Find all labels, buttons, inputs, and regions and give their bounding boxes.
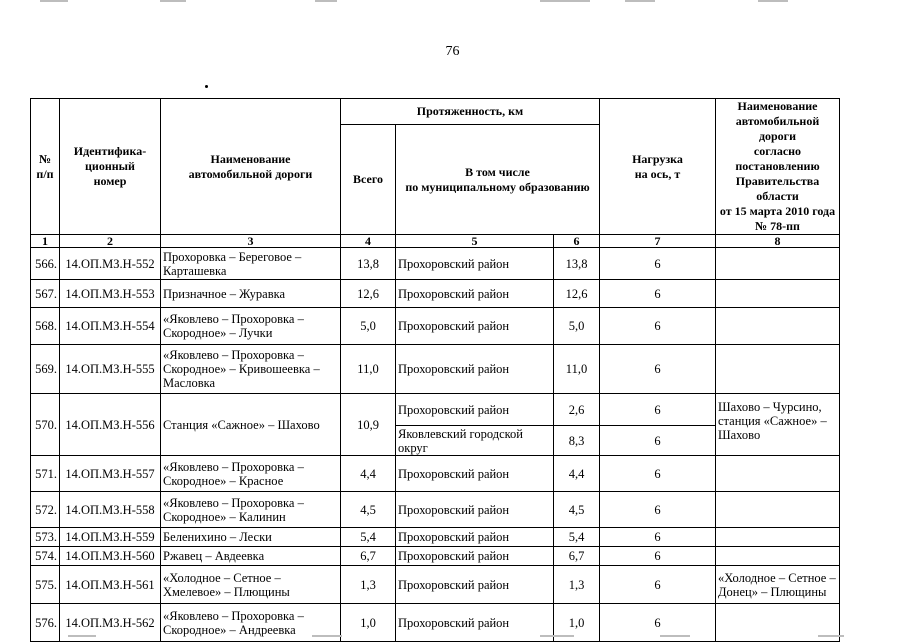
column-number: 6 xyxy=(554,235,600,248)
col-header-load xyxy=(600,99,716,235)
length-total: 11,0 xyxy=(341,345,396,394)
decree-name: «Холодное – Сетное – Донец» – Плющины xyxy=(716,566,840,604)
road-name: «Холодное – Сетное – Хмелевое» – Плющины xyxy=(161,566,341,604)
axle-load: 6 xyxy=(600,528,716,547)
road-id: 14.ОП.МЗ.Н-557 xyxy=(60,456,161,492)
col-header-ident xyxy=(60,99,161,235)
column-number: 7 xyxy=(600,235,716,248)
header-name-text: Наименование автомобильной дороги xyxy=(188,151,313,181)
axle-load: 6 xyxy=(600,547,716,566)
district-km: 1,3 xyxy=(554,566,600,604)
col-header-decree xyxy=(716,99,840,235)
column-number: 5 xyxy=(396,235,554,248)
road-id: 14.ОП.МЗ.Н-562 xyxy=(60,604,161,642)
length-total: 5,0 xyxy=(341,308,396,345)
row-number: 571. xyxy=(31,456,60,492)
decree-name xyxy=(716,345,840,394)
table-row xyxy=(31,566,840,604)
row-number: 572. xyxy=(31,492,60,528)
table-row xyxy=(31,547,840,566)
col-header-length xyxy=(341,99,600,125)
table-row xyxy=(31,492,840,528)
decree-name xyxy=(716,308,840,345)
district: Прохоровский район xyxy=(396,547,554,566)
district-km: 8,3 xyxy=(554,426,600,456)
road-id: 14.ОП.МЗ.Н-554 xyxy=(60,308,161,345)
decree-name xyxy=(716,547,840,566)
road-id: 14.ОП.МЗ.Н-552 xyxy=(60,248,161,280)
row-number: 576. xyxy=(31,604,60,642)
road-name: Беленихино – Лески xyxy=(161,528,341,547)
length-total: 5,4 xyxy=(341,528,396,547)
length-total: 4,4 xyxy=(341,456,396,492)
length-total: 4,5 xyxy=(341,492,396,528)
district: Прохоровский район xyxy=(396,528,554,547)
table-header xyxy=(31,99,840,248)
district: Прохоровский район xyxy=(396,394,554,426)
axle-load: 6 xyxy=(600,248,716,280)
district-km: 13,8 xyxy=(554,248,600,280)
district-km: 11,0 xyxy=(554,345,600,394)
header-total-text: Всего xyxy=(353,172,383,187)
table-row xyxy=(31,345,840,394)
table-row xyxy=(31,604,840,642)
road-id: 14.ОП.МЗ.Н-556 xyxy=(60,394,161,456)
table-row xyxy=(31,280,840,308)
column-number: 3 xyxy=(161,235,341,248)
header-incl-text: В том числе по муниципальному образованию xyxy=(405,164,590,194)
district: Прохоровский район xyxy=(396,248,554,280)
district-km: 4,4 xyxy=(554,456,600,492)
axle-load: 6 xyxy=(600,345,716,394)
decree-name: Шахово – Чурсино, станция «Сажное» – Шахово xyxy=(716,394,840,456)
road-id: 14.ОП.МЗ.Н-553 xyxy=(60,280,161,308)
length-total: 1,3 xyxy=(341,566,396,604)
row-number: 575. xyxy=(31,566,60,604)
header-length-text: Протяженность, км xyxy=(416,104,524,119)
column-number-row xyxy=(31,235,840,248)
page-number: 76 xyxy=(445,44,460,59)
table-row xyxy=(31,248,840,280)
header-decree-text: Наименование автомобильной дороги согласно постановлению Правительства области от 15 марта 2010 года № 78-пп xyxy=(719,99,836,233)
row-number: 568. xyxy=(31,308,60,345)
table-row xyxy=(31,308,840,345)
road-name: Станция «Сажное» – Шахово xyxy=(161,394,341,456)
district: Прохоровский район xyxy=(396,566,554,604)
district: Прохоровский район xyxy=(396,308,554,345)
district: Прохоровский район xyxy=(396,280,554,308)
road-name: «Яковлево – Прохоровка – Скородное» – Красное xyxy=(161,456,341,492)
column-number: 4 xyxy=(341,235,396,248)
col-header-incl xyxy=(396,125,600,235)
road-id: 14.ОП.МЗ.Н-555 xyxy=(60,345,161,394)
district: Прохоровский район xyxy=(396,492,554,528)
header-load-text: Нагрузка на ось, т xyxy=(632,151,683,181)
axle-load: 6 xyxy=(600,604,716,642)
road-id: 14.ОП.МЗ.Н-560 xyxy=(60,547,161,566)
axle-load: 6 xyxy=(600,426,716,456)
length-total: 1,0 xyxy=(341,604,396,642)
table-row xyxy=(31,528,840,547)
axle-load: 6 xyxy=(600,492,716,528)
decree-name xyxy=(716,248,840,280)
axle-load: 6 xyxy=(600,566,716,604)
row-number: 569. xyxy=(31,345,60,394)
table-row xyxy=(31,456,840,492)
header-num-text: № п/п xyxy=(36,151,54,181)
decree-name xyxy=(716,456,840,492)
district: Прохоровский район xyxy=(396,345,554,394)
district-km: 5,4 xyxy=(554,528,600,547)
axle-load: 6 xyxy=(600,456,716,492)
district: Яковлевский городской округ xyxy=(396,426,554,456)
district-km: 5,0 xyxy=(554,308,600,345)
road-id: 14.ОП.МЗ.Н-561 xyxy=(60,566,161,604)
road-id: 14.ОП.МЗ.Н-559 xyxy=(60,528,161,547)
road-name: «Яковлево – Прохоровка – Скородное» – Кривошеевка – Масловка xyxy=(161,345,341,394)
table-body xyxy=(31,248,840,642)
column-number: 1 xyxy=(31,235,60,248)
row-number: 570. xyxy=(31,394,60,456)
length-total: 10,9 xyxy=(341,394,396,456)
district-km: 12,6 xyxy=(554,280,600,308)
decree-name xyxy=(716,492,840,528)
road-name: «Яковлево – Прохоровка – Скородное» – Калинин xyxy=(161,492,341,528)
column-number: 8 xyxy=(716,235,840,248)
length-total: 6,7 xyxy=(341,547,396,566)
district-km: 2,6 xyxy=(554,394,600,426)
row-number: 573. xyxy=(31,528,60,547)
length-total: 13,8 xyxy=(341,248,396,280)
row-number: 566. xyxy=(31,248,60,280)
road-name: Ржавец – Авдеевка xyxy=(161,547,341,566)
row-number: 574. xyxy=(31,547,60,566)
road-id: 14.ОП.МЗ.Н-558 xyxy=(60,492,161,528)
decree-name xyxy=(716,528,840,547)
road-name: Призначное – Журавка xyxy=(161,280,341,308)
road-name: «Яковлево – Прохоровка – Скородное» – Лучки xyxy=(161,308,341,345)
district-km: 4,5 xyxy=(554,492,600,528)
scan-speck xyxy=(205,85,208,88)
col-header-name xyxy=(161,99,341,235)
row-number: 567. xyxy=(31,280,60,308)
length-total: 12,6 xyxy=(341,280,396,308)
col-header-total xyxy=(341,125,396,235)
scan-top-edge xyxy=(0,0,905,4)
axle-load: 6 xyxy=(600,280,716,308)
road-name: Прохоровка – Береговое – Карташевка xyxy=(161,248,341,280)
col-header-num xyxy=(31,99,60,235)
decree-name xyxy=(716,280,840,308)
axle-load: 6 xyxy=(600,308,716,345)
road-name: «Яковлево – Прохоровка – Скородное» – Андреевка xyxy=(161,604,341,642)
axle-load: 6 xyxy=(600,394,716,426)
district-km: 6,7 xyxy=(554,547,600,566)
roads-register-table xyxy=(30,98,840,642)
district: Прохоровский район xyxy=(396,456,554,492)
header-ident-text: Идентифика- ционный номер xyxy=(73,144,147,188)
district: Прохоровский район xyxy=(396,604,554,642)
column-number: 2 xyxy=(60,235,161,248)
table-row xyxy=(31,394,840,426)
district-km: 1,0 xyxy=(554,604,600,642)
